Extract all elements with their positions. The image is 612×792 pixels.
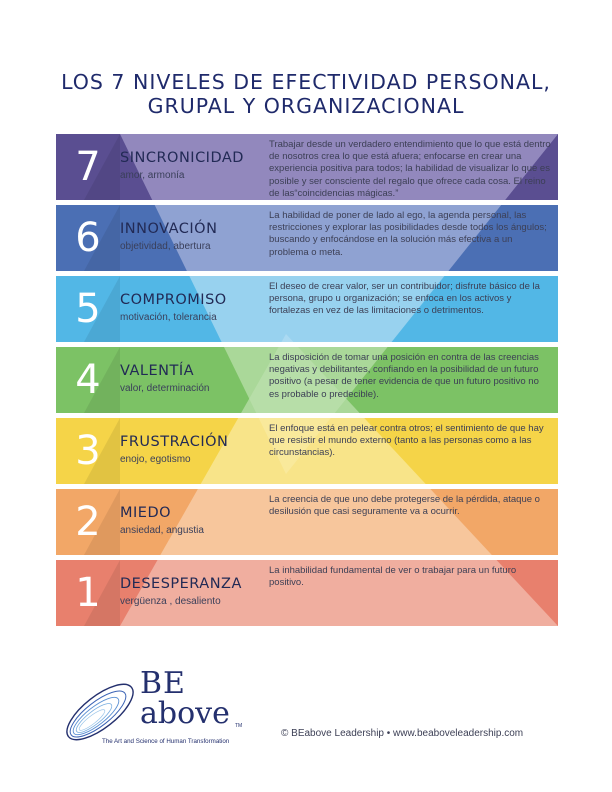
level-description: El enfoque está en pelear contra otros; el sentimiento de que hay que resistir el mundo externo (tanto a las personas como a las circunstancias). bbox=[269, 423, 544, 459]
level-number: 6 bbox=[75, 215, 101, 261]
level-subtitle: objetividad, abertura bbox=[120, 241, 211, 252]
level-description: La habilidad de poner de lado al ego, la agenda personal, las restricciones y explorar las posibilidades desde todos los ángulos; buscando y enfocándose en la solución más efectiva a un problema o meta. bbox=[269, 210, 547, 258]
logo-above-text: above bbox=[140, 696, 230, 731]
level-band-3 bbox=[56, 418, 558, 484]
level-number: 4 bbox=[75, 357, 101, 403]
level-subtitle: vergüenza , desaliento bbox=[120, 596, 221, 607]
level-number: 1 bbox=[75, 570, 101, 616]
level-description: La creencia de que uno debe protegerse de la pérdida, ataque o desilusión que casi seguramente va a ocurrir. bbox=[269, 494, 540, 518]
level-band-7 bbox=[56, 134, 558, 200]
logo-tagline: The Art and Science of Human Transformation bbox=[102, 738, 230, 745]
level-name: DESESPERANZA bbox=[120, 576, 242, 592]
level-subtitle: valor, determinación bbox=[120, 383, 210, 394]
title-line-2: GRUPAL Y ORGANIZACIONAL bbox=[147, 94, 465, 118]
level-name: MIEDO bbox=[120, 505, 172, 521]
footer bbox=[0, 660, 612, 760]
level-band-5 bbox=[56, 276, 558, 342]
level-number: 7 bbox=[75, 144, 101, 190]
level-subtitle: ansiedad, angustia bbox=[120, 525, 204, 536]
level-band-4 bbox=[56, 347, 558, 413]
level-name: COMPROMISO bbox=[120, 292, 227, 308]
levels-chart bbox=[56, 134, 558, 630]
level-name: INNOVACIÓN bbox=[120, 221, 218, 237]
copyright-text: © BEabove Leadership • www.beaboveleadership.com bbox=[281, 728, 524, 739]
page-title bbox=[0, 70, 612, 118]
level-description: El deseo de crear valor, ser un contribuidor; disfrute básico de la persona, grupo u organización; se enfoca en los activos y fortalezas en vez de las limitaciones o detrimentos. bbox=[269, 281, 540, 317]
level-description: La inhabilidad fundamental de ver o trabajar para un futuro positivo. bbox=[269, 565, 517, 589]
title-line-1: LOS 7 NIVELES DE EFECTIVIDAD PERSONAL, bbox=[61, 70, 551, 94]
level-subtitle: motivación, tolerancia bbox=[120, 312, 217, 323]
level-number: 3 bbox=[75, 428, 101, 474]
level-name: SINCRONICIDAD bbox=[120, 150, 244, 166]
level-name: VALENTÍA bbox=[120, 363, 195, 379]
level-number: 2 bbox=[75, 499, 101, 545]
level-band-6 bbox=[56, 205, 558, 271]
level-band-1 bbox=[56, 560, 558, 626]
level-subtitle: amor, armonía bbox=[120, 170, 185, 181]
level-band-2 bbox=[56, 489, 558, 555]
level-name: FRUSTRACIÓN bbox=[120, 434, 229, 450]
logo-be-text: BE bbox=[140, 666, 186, 701]
level-subtitle: enojo, egotismo bbox=[120, 454, 191, 465]
level-description: Trabajar desde un verdadero entendimiento que lo que está dentro de nosotros crea lo que está afuera; enfocarse en crear una experiencia positiva para todos; la habilidad de visualizar lo que es posible y ser consciente del regalo que ofrece cada cosa. El reino de las“coincidencias mágicas.” bbox=[269, 139, 551, 199]
level-description: La disposición de tomar una posición en contra de las creencias negativas y debilitantes, confiando en la posibilidad de un futuro positivo (a pesar de tener evidencia de que un futuro positivo no es probable o predecible). bbox=[269, 352, 539, 400]
logo-trademark: TM bbox=[235, 723, 243, 729]
beabove-logo[interactable] bbox=[58, 666, 258, 756]
level-number: 5 bbox=[75, 286, 101, 332]
